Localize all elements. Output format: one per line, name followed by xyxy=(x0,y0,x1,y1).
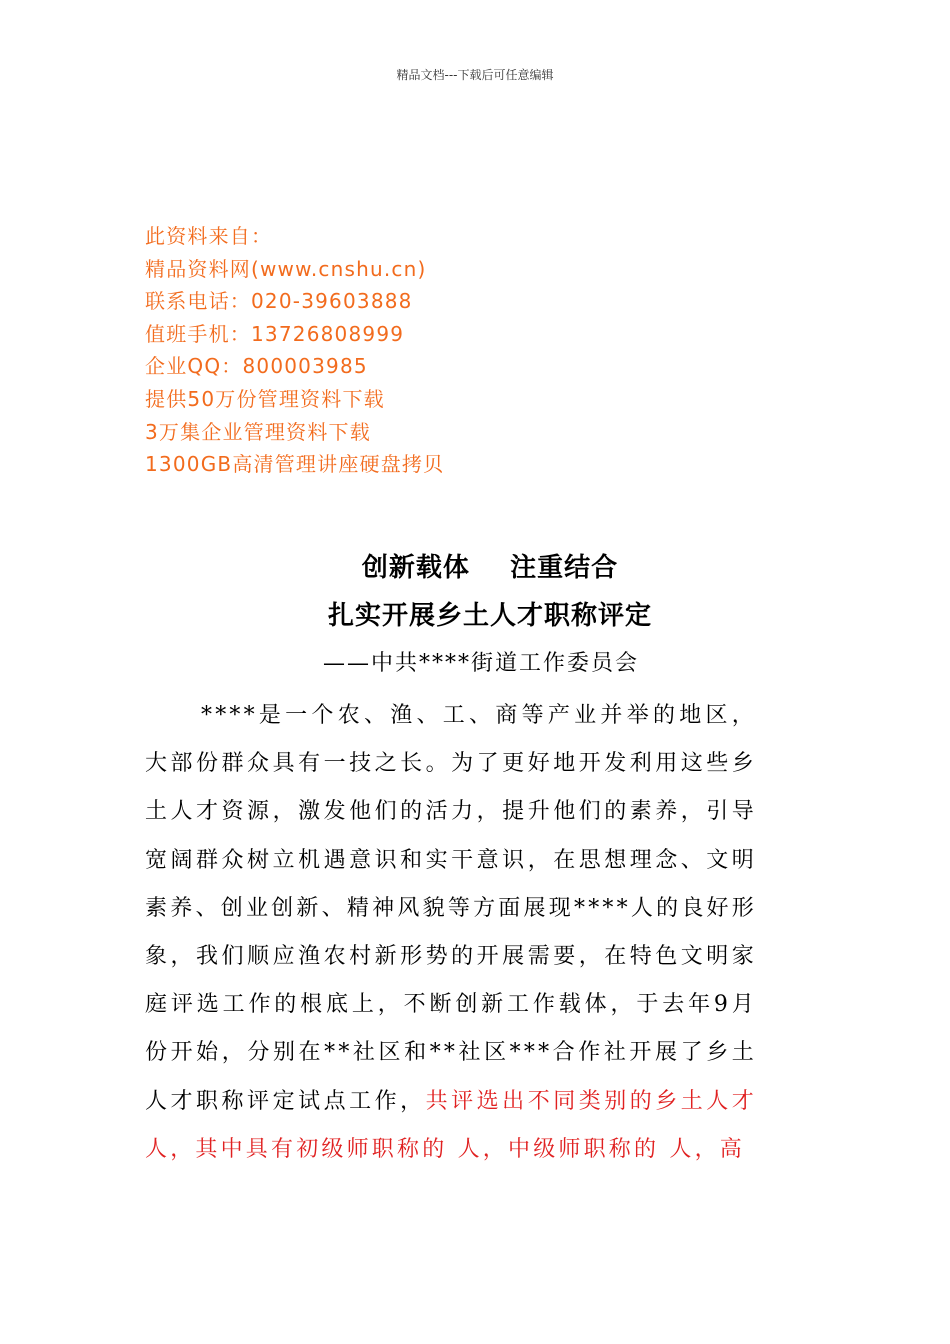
source-line-offer-3: 1300GB高清管理讲座硬盘拷贝 xyxy=(145,452,445,477)
document-title xyxy=(0,544,950,640)
source-line-mobile: 值班手机：13726808999 xyxy=(145,321,405,346)
body-text-main: ****是一个农、渔、工、商等产业并举的地区，大部份群众具有一技之长。为了更好地开发利用这些乡土人才资源，激发他们的活力，提升他们的素养，引导宽阔群众树立机遇意识和实干意识，在思想理念、文明素养、创业创新、精神风貌等方面展现****人的良好形象，我们顺应渔农村新形势的开展需要，在特色文明家庭评选工作的根底上，不断创新工作载体，于去年9月份开始，分别在**社区和**社区***合作社开展了乡土人才职称评定试点工作， xyxy=(145,703,757,1114)
source-line: 此资料来自： xyxy=(145,224,273,248)
source-line-website: 精品资料网(www.cnshu.cn) xyxy=(145,256,427,281)
page-header-note: 精品文档---下载后可任意编辑 xyxy=(396,68,554,82)
source-line-offer-1: 提供50万份管理资料下载 xyxy=(145,386,385,411)
title-line-1: 创新载体 注重结合 xyxy=(361,553,619,583)
author-byline: ——中共****街道工作委员会 xyxy=(323,651,640,676)
body-paragraph xyxy=(145,692,757,1174)
source-info-block xyxy=(145,220,765,481)
body-text-highlight: 共评选出不同类别的乡土人才 人，其中具有初级师职称的 人，中级师职称的 人，高 xyxy=(145,1088,757,1162)
title-line-2: 扎实开展乡土人才职称评定 xyxy=(327,601,652,631)
source-line-qq: 企业QQ：800003985 xyxy=(145,354,368,379)
source-line-offer-2: 3万集企业管理资料下载 xyxy=(145,419,371,444)
source-line-phone: 联系电话：020-39603888 xyxy=(145,289,413,314)
